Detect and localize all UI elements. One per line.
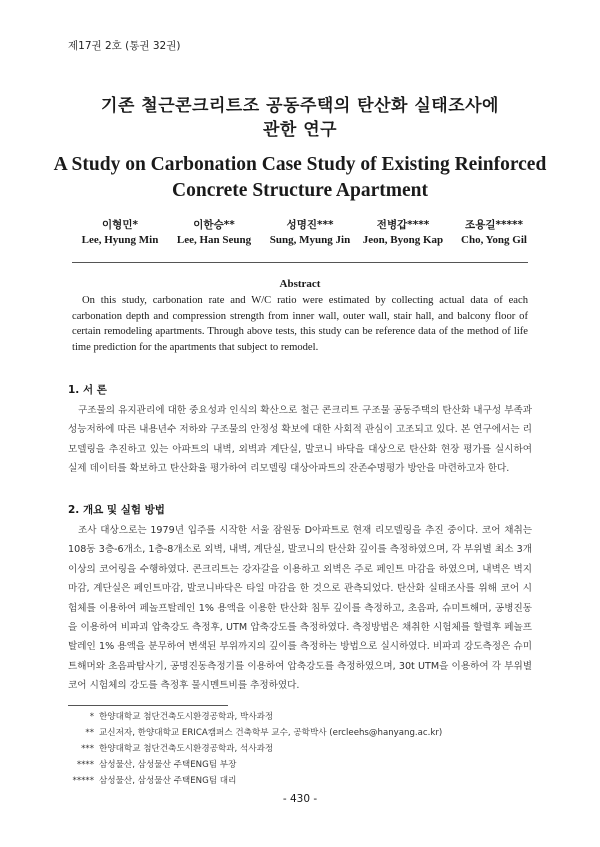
author-korean-name: 조용길***** xyxy=(465,219,523,231)
title-divider xyxy=(72,262,528,263)
author-korean-name: 이형민* xyxy=(102,219,138,231)
author-english-name: Lee, Hyung Min xyxy=(81,234,159,246)
footnotes xyxy=(68,709,532,789)
section-1-paragraph: 구조물의 유지관리에 대한 중요성과 인식의 확산으로 철근 콘크리트 구조물 공동주택의 탄산화 내구성 부족과 성능저하에 따른 내용년수 저하와 구조물의 안정성 확보에 대한 사회적 관심이 고조되고 있다. 본 연구에서는 리모델링을 추진하고 있는 아파트의 내벽, 외벽과 계단실, 발코니 바닥을 대상으로 탄산화 현장 평가를 실시하여 실제 데이터를 확보하고 탄산화율 평가하여 리모델링 대상아파트의 잔존수명평가 방안을 마련하고자 한다. xyxy=(68,405,532,475)
author-english-name: Lee, Han Seung xyxy=(176,234,252,246)
journal-reference: 제17권 2호 (통권 32권) xyxy=(68,40,181,52)
korean-title-line-1: 기존 철근콘크리트조 공동주택의 탄산화 실태조사에 xyxy=(101,96,499,116)
english-title-line-1: A Study on Carbonation Case Study of Existing Reinforced xyxy=(53,154,547,175)
abstract-heading: Abstract xyxy=(279,278,321,290)
section-2-heading: 2. 개요 및 실험 방법 xyxy=(68,504,165,516)
korean-title-line-2: 관한 연구 xyxy=(262,120,338,140)
english-title-line-2: Concrete Structure Apartment xyxy=(172,180,428,201)
footnote-text: 한양대학교 첨단건축도시환경공학과, 박사과정 xyxy=(99,712,274,722)
footnote-divider xyxy=(68,705,228,706)
author-5 xyxy=(446,218,542,248)
footnote-text: 삼성물산, 삼성물산 주택ENG팀 대리 xyxy=(99,776,237,786)
page-number: - 430 - xyxy=(282,793,318,805)
author-english-name: Cho, Yong Gil xyxy=(461,234,527,246)
section-1-body xyxy=(68,401,532,479)
korean-title xyxy=(0,94,600,142)
section-1-heading: 1. 서 론 xyxy=(68,384,107,396)
author-4 xyxy=(355,218,451,248)
section-2-body xyxy=(68,521,532,696)
author-3 xyxy=(262,218,358,248)
footnote-mark: *** xyxy=(81,744,94,754)
footnote-mark: * xyxy=(89,712,94,722)
footnote xyxy=(68,709,532,725)
english-title xyxy=(0,152,600,204)
footnote xyxy=(68,773,532,789)
author-english-name: Jeon, Byong Kap xyxy=(362,234,444,246)
author-korean-name: 성명진*** xyxy=(286,219,334,231)
author-english-name: Sung, Myung Jin xyxy=(269,234,351,246)
author-korean-name: 전병갑**** xyxy=(376,219,430,231)
author-korean-name: 이한승** xyxy=(193,219,235,231)
abstract-body xyxy=(72,293,528,355)
author-2 xyxy=(166,218,262,248)
footnote-text: 교신저자, 한양대학교 ERICA캠퍼스 건축학부 교수, 공학박사 (ercleehs@hanyang.ac.kr) xyxy=(99,728,443,738)
section-2-paragraph: 조사 대상으로는 1979년 입주를 시작한 서울 잠원동 D아파트로 현재 리모델링을 추진 중이다. 코어 채취는 108동 3층-6개소, 1층-8개소로 외벽, 내벽, 계단실, 발코니의 탄산화 깊이를 측정하였으며, 각 부위별 최소 3개 이상의 코어링을 수행하였다. 콘크리트는 강자갈을 이용하고 외벽은 주로 페인트 마감을 하였으며, 내벽은 벽지마감, 계단실은 페인트마감, 발코니바닥은 타일 마감을 한 것으로 관측되었다. 탄산화 실태조사를 위해 코어 시험체를 이용하여 페놀프탈레인 1% 용액을 이용한 탄산화 침투 깊이를 측정하고, 초음파, 슈미트해머, 공병진동을 이용하여 비파괴 압축강도 측정후, UTM 압축강도를 측정하였다. 측정방법은 채취한 시험체를 할렬후 페놀프탈레인 1% 용액을 분무하여 변색된 부위까지의 깊이를 측정하는 방법으로 실시하였다. 비파괴 강도측정은 슈미트해머와 초음파탐사기, 공명진동측정기를 이용하여 압축강도를 측정하였으며, 30t UTM을 이용하여 각 부위별 코어 시험체의 강도를 측정후 물시멘트비를 추정하였다. xyxy=(68,525,532,692)
author-1 xyxy=(72,218,168,248)
footnote xyxy=(68,757,532,773)
footnote-text: 삼성물산, 삼성물산 주택ENG팀 부장 xyxy=(99,760,237,770)
footnote-mark: **** xyxy=(76,760,94,770)
abstract-text: On this study, carbonation rate and W/C ratio were estimated by collecting actual data of each carbonation depth and compression strength from inner wall, outer wall, stair hall, and balcony floor of certain remodeling apartments. Through above tests, this study can be reference data of the method of life time prediction for the apartments that subject to remodel. xyxy=(72,295,528,353)
footnote xyxy=(68,741,532,757)
footnote xyxy=(68,725,532,741)
footnote-mark: ***** xyxy=(72,776,94,786)
footnote-text: 한양대학교 첨단건축도시환경공학과, 석사과정 xyxy=(99,744,274,754)
footnote-mark: ** xyxy=(85,728,94,738)
